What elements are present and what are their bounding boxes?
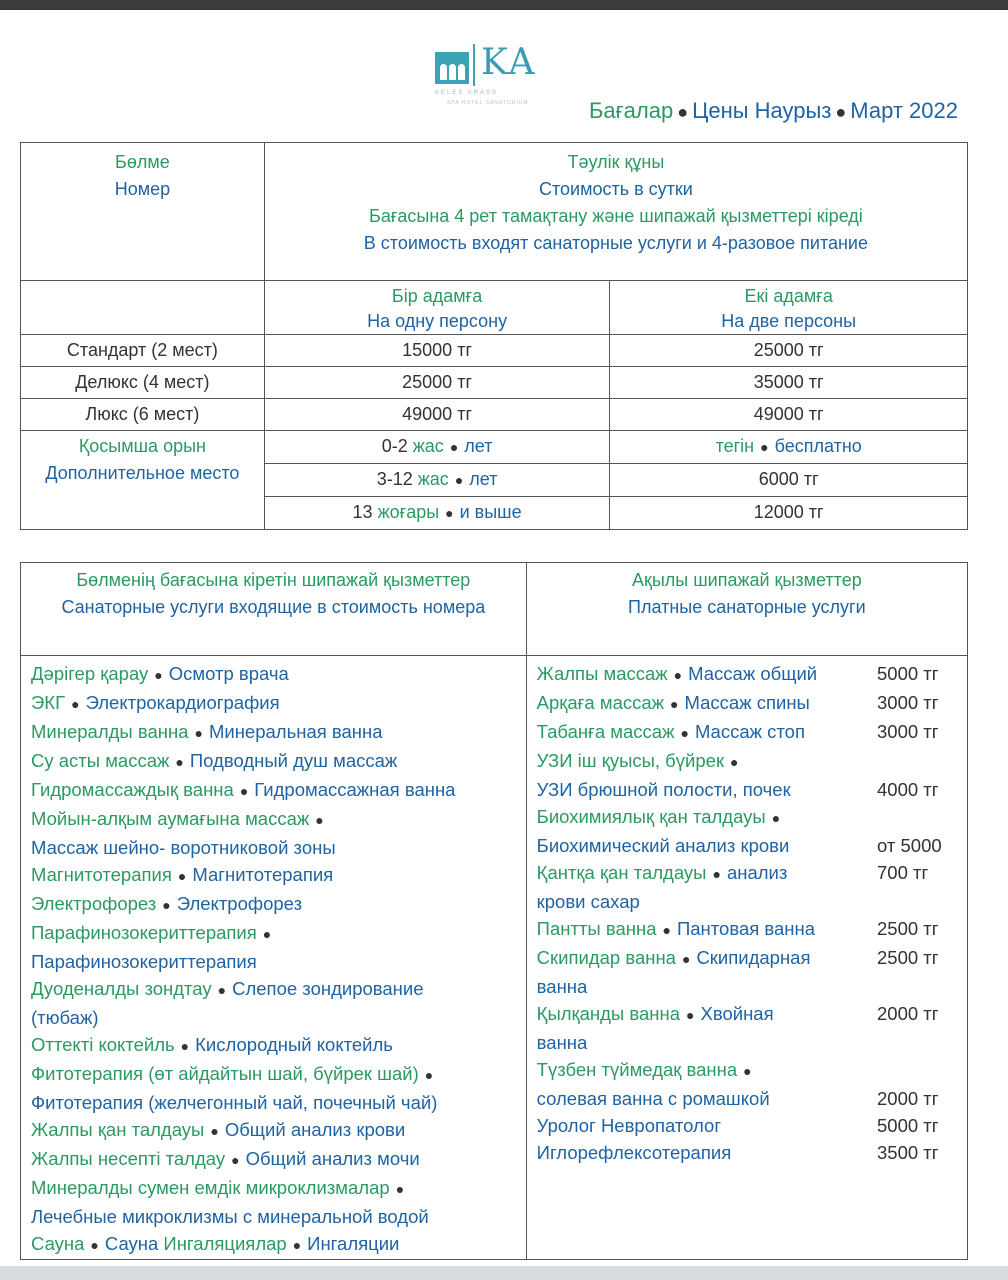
service-ru: Массаж шейно- воротниковой зоны (31, 837, 336, 858)
one-person-kz: Бір адамға (391, 286, 483, 306)
bullet-separator: ● (180, 1038, 190, 1054)
bullet-separator: ● (217, 982, 227, 998)
bullet-separator: ● (673, 667, 683, 683)
paid-header (526, 563, 967, 656)
daily-note-kz: Бағасына 4 рет тамақтану және шипажай қызметтері кіреді (369, 206, 863, 226)
page-title: Бағалар ● Цены Наурыз ● Март 2022 (588, 98, 958, 123)
paid-service-ru: Пантовая ванна (676, 918, 816, 939)
paid-service-price: 4000 тг (877, 779, 939, 800)
list-item (31, 975, 526, 1004)
paid-service-kz: Қылқанды ванна (536, 1003, 681, 1024)
paid-service-name (537, 1112, 877, 1139)
paid-service-ru: Массаж стоп (694, 721, 805, 742)
list-item (31, 919, 526, 948)
service-kz: Мойын-алқым аумағына массаж (31, 808, 310, 829)
service-kz: Жалпы несепті талдау (31, 1148, 226, 1169)
extra-bed-label (21, 431, 265, 530)
list-item (31, 1031, 526, 1060)
logo-subtitle: KELES ARASS (435, 90, 499, 96)
daily-header-kz: Тәулік құны (567, 152, 665, 172)
paid-service-name (537, 1029, 877, 1056)
paid-services-cell (526, 656, 967, 1260)
list-item (537, 1112, 951, 1139)
room-name: Люкс (6 мест) (21, 399, 265, 431)
paid-service-ru: крови сахар (536, 891, 640, 912)
list-item (31, 776, 526, 805)
paid-service-price: от 5000 (877, 835, 942, 856)
room-header-cell (21, 143, 265, 281)
paid-service-name (537, 689, 877, 718)
service-kz: ЭКГ (31, 692, 66, 713)
services-table (20, 562, 968, 1260)
paid-service-price: 3500 тг (877, 1142, 939, 1163)
bullet-separator: ● (194, 725, 203, 741)
room-header-kz: Бөлме (115, 152, 170, 172)
price-document (0, 10, 1008, 1266)
service-kz: Гидромассаждық ванна (31, 779, 234, 800)
paid-service-name (537, 747, 877, 776)
list-item (31, 1174, 526, 1203)
bullet-separator: ● (177, 868, 187, 884)
list-item (31, 1116, 526, 1145)
room-name: Стандарт (2 мест) (21, 335, 265, 367)
hotel-logo (435, 40, 555, 120)
paid-service-name (537, 776, 877, 803)
price-two: 49000 тг (610, 399, 968, 431)
paid-service-price: 2500 тг (877, 947, 939, 968)
paid-service-price: 700 тг (877, 862, 929, 883)
paid-service-price: 2000 тг (877, 1003, 939, 1024)
services-header-row (21, 563, 968, 656)
list-item (537, 1085, 951, 1112)
persons-header-row (21, 281, 968, 335)
list-item (537, 1139, 951, 1166)
list-item (31, 1145, 526, 1174)
service-kz: Магнитотерапия (31, 864, 172, 885)
list-item (537, 1056, 951, 1085)
list-item (537, 1029, 951, 1056)
one-person-header (264, 281, 610, 335)
service-ru: Осмотр врача (168, 663, 289, 684)
service-ru: Кислородный коктейль (195, 1034, 393, 1055)
paid-service-name (537, 973, 877, 1000)
included-header (21, 563, 527, 656)
list-item (537, 747, 951, 776)
service-kz: Электрофорез (31, 893, 157, 914)
price-one: 25000 тг (264, 367, 610, 399)
price-table-header (21, 143, 968, 281)
bottom-bar (0, 1266, 1008, 1280)
list-item (31, 660, 526, 689)
paid-services-list (527, 660, 967, 1166)
extra-age: 3-12 жас ● лет (264, 464, 610, 497)
paid-service-price (877, 747, 951, 776)
service-kz: Су асты массаж (31, 750, 170, 771)
included-header-kz: Бөлменің бағасына кіретін шипажай қызметтер (76, 570, 471, 590)
list-item (31, 861, 526, 890)
service-ru: Электрофорез (176, 893, 303, 914)
paid-service-kz: Биохимиялық қан талдауы (536, 806, 766, 827)
list-item (31, 689, 526, 718)
logo-subtitle-2: SPA HOTEL SANATORIUM (447, 100, 529, 106)
extra-price: 12000 тг (610, 497, 968, 530)
list-item (31, 1004, 526, 1031)
bullet-separator: ● (162, 897, 171, 913)
logo-mark-icon (435, 52, 469, 84)
list-item (537, 689, 951, 718)
list-item (537, 915, 951, 944)
bullet-separator: ● (262, 926, 272, 942)
paid-service-ru: солевая ванна с ромашкой (536, 1088, 770, 1109)
service-ru: Парафинозокериттерапия (31, 951, 257, 972)
service-ru: Фитотерапия (желчегонный чай, почечный чай) (31, 1092, 438, 1113)
paid-service-ru: Уролог Невропатолог (536, 1115, 722, 1136)
paid-service-price (877, 888, 951, 915)
paid-service-ru: Хвойная (700, 1003, 774, 1024)
list-item (537, 1000, 951, 1029)
paid-service-ru: ванна (536, 1032, 588, 1053)
service-ru: Гидромассажная ванна (254, 779, 456, 800)
list-item (31, 948, 526, 975)
paid-service-name (537, 888, 877, 915)
list-item (537, 859, 951, 888)
room-header-ru: Номер (114, 179, 171, 199)
list-item (31, 1060, 526, 1089)
paid-service-price (877, 973, 951, 1000)
bullet-separator: ● (686, 1007, 695, 1023)
paid-service-price: 5000 тг (877, 1115, 939, 1136)
extra-price: 6000 тг (610, 464, 968, 497)
two-person-kz: Екі адамға (744, 286, 833, 306)
service-kz: Фитотерапия (өт айдайтын шай, бүйрек шай) (31, 1063, 419, 1084)
service-ru: Общий анализ крови (224, 1119, 406, 1140)
paid-service-name (537, 803, 877, 832)
paid-service-price: 5000 тг (877, 663, 939, 684)
table-row (21, 335, 968, 367)
included-services-list (21, 660, 526, 1259)
bullet-separator: ● (231, 1152, 240, 1168)
list-item (31, 1230, 526, 1259)
list-item (31, 834, 526, 861)
paid-service-name (537, 859, 877, 888)
service-kz-2: Ингаляциялар (163, 1233, 287, 1254)
one-person-ru: На одну персону (367, 311, 508, 331)
price-table (20, 142, 968, 530)
service-kz: Минералды ванна (31, 721, 189, 742)
paid-service-price: 2000 тг (877, 1088, 939, 1109)
bullet-separator: ● (712, 866, 721, 882)
paid-service-kz: Скипидар ванна (536, 947, 676, 968)
service-ru: Минеральная ванна (208, 721, 383, 742)
bullet-separator: ● (662, 922, 671, 938)
list-item (537, 803, 951, 832)
paid-service-name (537, 1085, 877, 1112)
paid-service-ru: Скипидарная (696, 947, 811, 968)
logo-text: KA (481, 42, 537, 83)
bullet-separator: ● (771, 810, 781, 826)
list-item (31, 1089, 526, 1116)
service-kz: Жалпы қан талдауы (31, 1119, 205, 1140)
service-ru: (тюбаж) (31, 1007, 99, 1028)
two-person-ru: На две персоны (721, 311, 857, 331)
bullet-separator: ● (670, 696, 679, 712)
bullet-separator: ● (680, 725, 689, 741)
paid-service-kz: Қантқа қан талдауы (536, 862, 707, 883)
service-ru: Электрокардиография (85, 692, 280, 713)
bullet-separator: ● (71, 696, 80, 712)
paid-service-kz: Табанға массаж (536, 721, 675, 742)
list-item (537, 776, 951, 803)
service-kz: Парафинозокериттерапия (31, 922, 257, 943)
paid-service-price: 2500 тг (877, 918, 939, 939)
service-ru: Лечебные микроклизмы с минеральной водой (31, 1206, 429, 1227)
list-item (31, 1203, 526, 1230)
service-ru: Слепое зондирование (232, 978, 424, 999)
service-ru: Подводный душ массаж (189, 750, 398, 771)
paid-service-kz: УЗИ іш қуысы, бүйрек (536, 750, 725, 771)
extra-bed-kz: Қосымша орын (78, 436, 206, 456)
table-row (21, 399, 968, 431)
list-item (537, 973, 951, 1000)
paid-service-price: 3000 тг (877, 692, 939, 713)
paid-service-ru: ванна (536, 976, 588, 997)
bullet-separator: ● (210, 1123, 219, 1139)
title-ru: Цены Наурыз (692, 98, 832, 123)
room-name: Делюкс (4 мест) (21, 367, 265, 399)
logo-separator (473, 44, 475, 86)
paid-service-ru: Биохимический анализ крови (536, 835, 790, 856)
paid-header-kz: Ақылы шипажай қызметтер (631, 570, 862, 590)
bullet-separator: ● (292, 1237, 302, 1253)
paid-service-ru: Массаж спины (684, 692, 810, 713)
bullet-separator: ● (424, 1067, 434, 1083)
paid-service-kz: Пантты ванна (536, 918, 657, 939)
paid-service-ru: УЗИ брюшной полости, почек (536, 779, 791, 800)
bullet-separator: ● (743, 1063, 752, 1079)
two-person-header (610, 281, 968, 335)
service-ru: Общий анализ мочи (245, 1148, 420, 1169)
paid-service-name (537, 1000, 877, 1029)
paid-service-ru: анализ (726, 862, 788, 883)
list-item (537, 888, 951, 915)
paid-service-ru: Массаж общий (688, 663, 818, 684)
paid-service-name (537, 915, 877, 944)
extra-bed-ru: Дополнительное место (45, 463, 240, 483)
paid-service-kz: Түзбен түймедақ ванна (536, 1059, 738, 1080)
services-body-row (21, 656, 968, 1260)
paid-service-kz: Жалпы массаж (536, 663, 668, 684)
bullet-separator: ● (315, 812, 324, 828)
table-row (21, 367, 968, 399)
paid-service-name (537, 832, 877, 859)
service-kz: Оттекті коктейль (31, 1034, 175, 1055)
bullet-separator: ● (730, 754, 739, 770)
service-ru: Магнитотерапия (192, 864, 334, 885)
paid-service-price: 3000 тг (877, 721, 939, 742)
bullet-separator: ● (239, 783, 249, 799)
service-ru-2: Ингаляции (307, 1233, 400, 1254)
bullet-separator: ● (175, 754, 184, 770)
paid-service-name (537, 1056, 877, 1085)
service-ru: Сауна (104, 1233, 159, 1254)
paid-service-name (537, 1139, 877, 1166)
title-date: Март 2022 (850, 98, 958, 123)
list-item (31, 718, 526, 747)
paid-service-name (537, 718, 877, 747)
list-item (537, 718, 951, 747)
service-kz: Дуоденалды зондтау (31, 978, 212, 999)
paid-service-name (537, 944, 877, 973)
bullet-separator: ● (90, 1237, 99, 1253)
list-item (537, 660, 951, 689)
extra-price: тегін ● бесплатно (610, 431, 968, 464)
bullet-separator: ● (681, 951, 691, 967)
paid-service-price (877, 1056, 951, 1085)
paid-service-price (877, 1029, 951, 1056)
extra-age: 13 жоғары ● и выше (264, 497, 610, 530)
top-status-bar (0, 0, 1008, 10)
included-header-ru: Санаторные услуги входящие в стоимость номера (61, 597, 486, 617)
list-item (31, 747, 526, 776)
daily-header-ru: Стоимость в сутки (538, 179, 693, 199)
list-item (31, 805, 526, 834)
list-item (31, 890, 526, 919)
paid-service-name (537, 660, 877, 689)
included-services-cell (21, 656, 527, 1260)
bullet-separator: ● (154, 667, 163, 683)
service-kz: Сауна (31, 1233, 85, 1254)
title-kz: Бағалар (588, 98, 674, 123)
paid-service-ru: Иглорефлексотерапия (536, 1142, 732, 1163)
paid-service-price (877, 803, 951, 832)
list-item (537, 832, 951, 859)
price-one: 15000 тг (264, 335, 610, 367)
extra-bed-row (21, 431, 968, 464)
service-kz: Дәрігер қарау (31, 663, 149, 684)
paid-service-kz: Арқаға массаж (536, 692, 665, 713)
price-one: 49000 тг (264, 399, 610, 431)
service-kz: Минералды сумен емдік микроклизмалар (31, 1177, 390, 1198)
daily-note-ru: В стоимость входят санаторные услуги и 4-разовое питание (363, 233, 869, 253)
daily-header-cell (264, 143, 967, 281)
bullet-separator: ● (395, 1181, 405, 1197)
list-item (537, 944, 951, 973)
price-two: 25000 тг (610, 335, 968, 367)
extra-age: 0-2 жас ● лет (264, 431, 610, 464)
price-two: 35000 тг (610, 367, 968, 399)
paid-header-ru: Платные санаторные услуги (628, 597, 866, 617)
